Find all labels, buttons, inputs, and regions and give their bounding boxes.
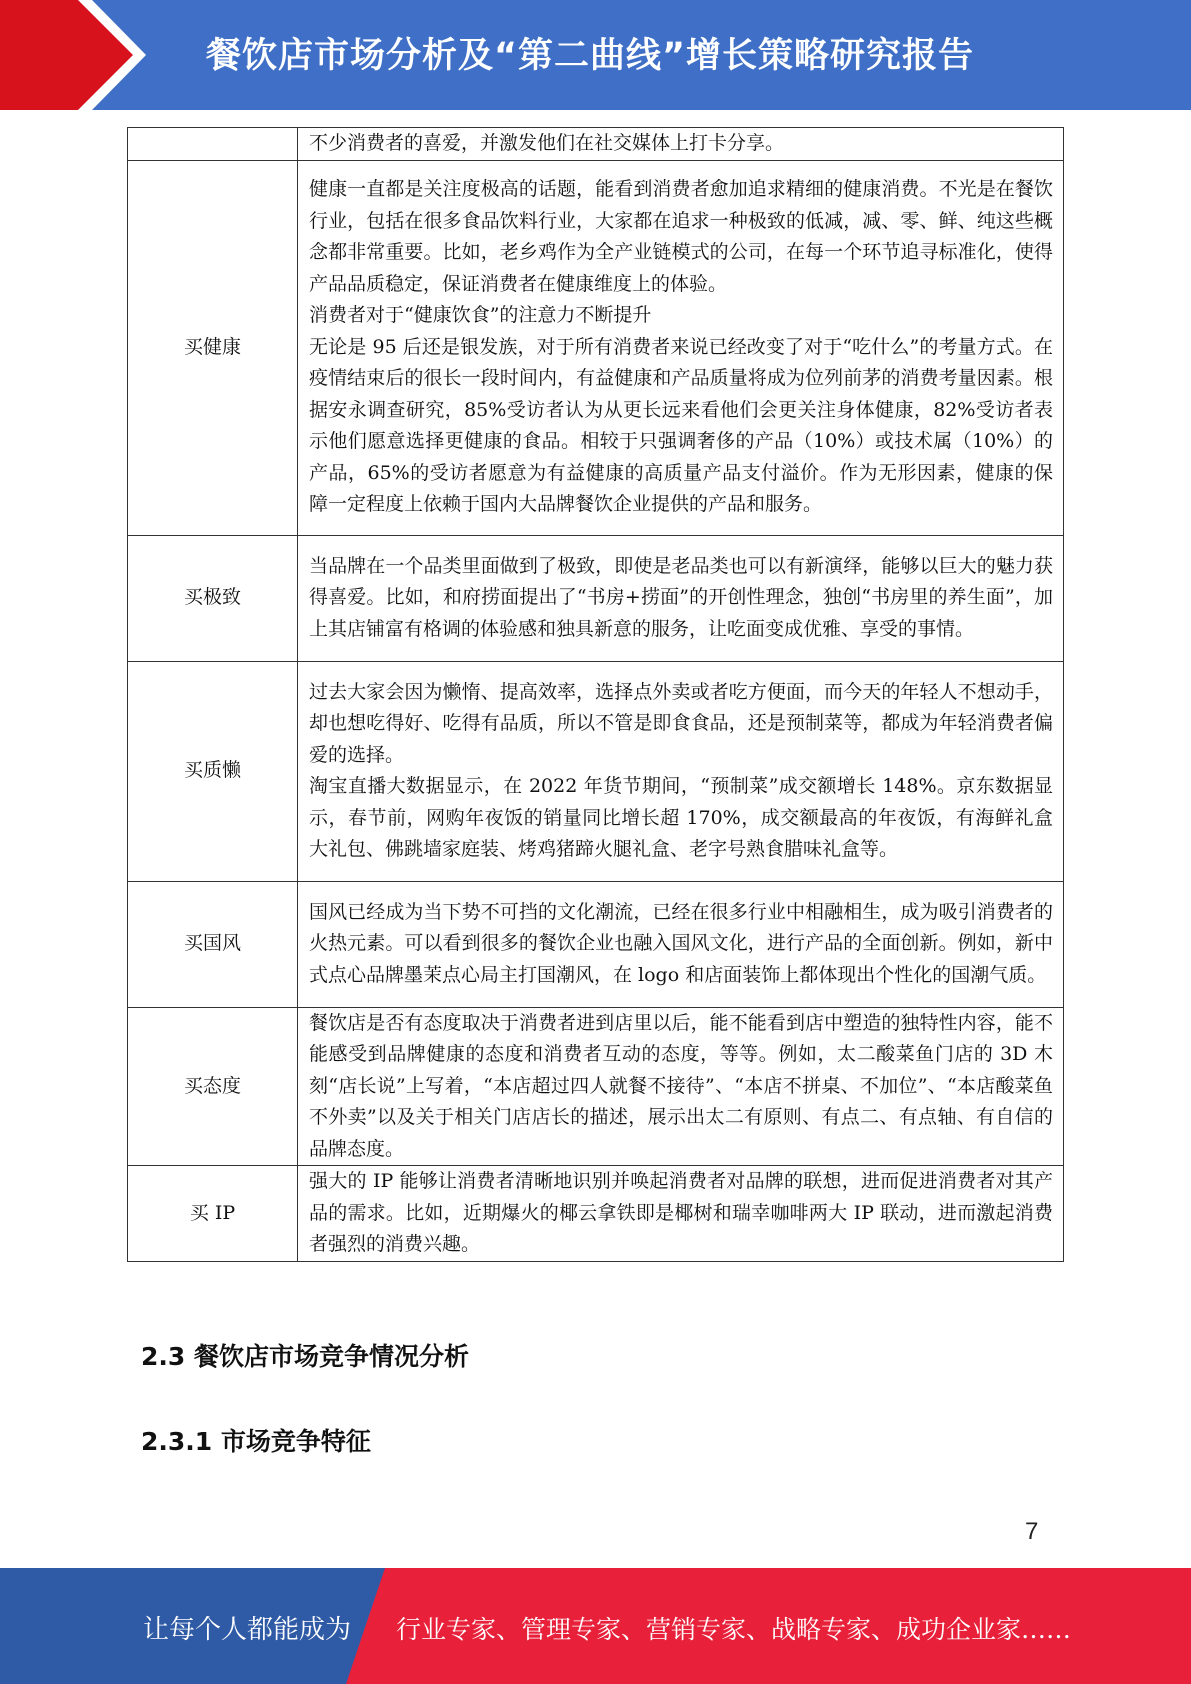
description-cell xyxy=(298,128,1064,161)
description-cell xyxy=(298,1007,1064,1166)
description-cell xyxy=(298,661,1064,881)
category-cell: 买健康 xyxy=(128,160,298,535)
category-cell: 买国风 xyxy=(128,881,298,1007)
description-paragraph: 过去大家会因为懒惰、提高效率，选择点外卖或者吃方便面，而今天的年轻人不想动手，却也想吃得好、吃得有品质，所以不管是即食食品，还是预制菜等，都成为年轻消费者偏爱的选择。 xyxy=(309,680,1053,766)
footer-slogan-left: 让每个人都能成为 xyxy=(143,1615,352,1645)
description-paragraph: 国风已经成为当下势不可挡的文化潮流，已经在很多行业中相融相生，成为吸引消费者的火热元素。可以看到很多的餐饮企业也融入国风文化，进行产品的全面创新。例如，新中式点心品牌墨茉点心局主打国潮风，在 logo 和店面装饰上都体现出个性化的国潮气质。 xyxy=(309,900,1053,986)
description-paragraph: 淘宝直播大数据显示，在 2022 年货节期间，“预制菜”成交额增长 148%。京东数据显示，春节前，网购年夜饭的销量同比增长超 170%，成交额最高的年夜饭，有海鲜礼盒大礼包、佛跳墙家庭装、烤鸡猪蹄火腿礼盒、老字号熟食腊味礼盒等。 xyxy=(309,775,1053,860)
footer-banner xyxy=(0,1568,1191,1684)
section-heading: 2.3 餐饮店市场竞争情况分析 xyxy=(141,1342,469,1371)
category-cell: 买 IP xyxy=(128,1166,298,1262)
description-paragraph: 当品牌在一个品类里面做到了极致，即使是老品类也可以有新演绎，能够以巨大的魅力获得喜爱。比如，和府捞面提出了“书房+捞面”的开创性理念，独创“书房里的养生面”，加上其店铺富有格调的体验感和独具新意的服务，让吃面变成优雅、享受的事情。 xyxy=(309,554,1053,640)
description-paragraph: 不少消费者的喜爱，并激发他们在社交媒体上打卡分享。 xyxy=(309,132,785,154)
consumer-trend-table xyxy=(127,127,1064,1262)
description-paragraph: 餐饮店是否有态度取决于消费者进到店里以后，能不能看到店中塑造的独特性内容，能不能感受到品牌健康的态度和消费者互动的态度，等等。例如，太二酸菜鱼门店的 3D 木刻“店长说”上写着，“本店超过四人就餐不接待”、“本店不拼桌、不加位”、“本店酸菜鱼不外卖”以及关于相关门店店长的描述，展示出太二有原则、有点二、有点轴、有自信的品牌态度。 xyxy=(309,1011,1053,1160)
description-paragraph: 强大的 IP 能够让消费者清晰地识别并唤起消费者对品牌的联想，进而促进消费者对其产品的需求。比如，近期爆火的椰云拿铁即是椰树和瑞幸咖啡两大 IP 联动，进而激起消费者强烈的消费兴趣。 xyxy=(309,1170,1053,1255)
description-cell xyxy=(298,881,1064,1007)
header-red-chevron xyxy=(0,0,150,110)
category-cell xyxy=(128,128,298,161)
table-row xyxy=(128,881,1064,1007)
description-cell xyxy=(298,535,1064,661)
header-banner xyxy=(0,0,1191,110)
description-cell xyxy=(298,160,1064,535)
description-cell xyxy=(298,1166,1064,1262)
subsection-heading: 2.3.1 市场竞争特征 xyxy=(141,1427,371,1456)
table-row xyxy=(128,128,1064,161)
table-row xyxy=(128,1166,1064,1262)
table-row xyxy=(128,661,1064,881)
category-cell: 买质懒 xyxy=(128,661,298,881)
table-row xyxy=(128,160,1064,535)
footer-slogan-right: 行业专家、管理专家、营销专家、战略专家、成功企业家…… xyxy=(396,1615,1072,1644)
category-cell: 买极致 xyxy=(128,535,298,661)
category-cell: 买态度 xyxy=(128,1007,298,1166)
description-paragraph: 消费者对于“健康饮食”的注意力不断提升 xyxy=(309,304,652,327)
table-row xyxy=(128,535,1064,661)
table-row xyxy=(128,1007,1064,1166)
header-title: 餐饮店市场分析及“第二曲线”增长策略研究报告 xyxy=(206,36,975,76)
description-paragraph: 无论是 95 后还是银发族，对于所有消费者来说已经改变了对于“吃什么”的考量方式。在疫情结束后的很长一段时间内，有益健康和产品质量将成为位列前茅的消费考量因素。根据安永调查研究，85%受访者认为从更长远来看他们会更关注身体健康，82%受访者表示他们愿意选择更健康的食品。相较于只强调奢侈的产品（10%）或技术属（10%）的产品，65%的受访者愿意为有益健康的高质量产品支付溢价。作为无形因素，健康的保障一定程度上依赖于国内大品牌餐饮企业提供的产品和服务。 xyxy=(309,335,1053,516)
description-paragraph: 健康一直都是关注度极高的话题，能看到消费者愈加追求精细的健康消费。不光是在餐饮行业，包括在很多食品饮料行业，大家都在追求一种极致的低减，减、零、鲜、纯这些概念都非常重要。比如，老乡鸡作为全产业链模式的公司，在每一个环节追寻标准化，使得产品品质稳定，保证消费者在健康维度上的体验。 xyxy=(309,178,1053,295)
page-number: 7 xyxy=(1025,1518,1039,1545)
